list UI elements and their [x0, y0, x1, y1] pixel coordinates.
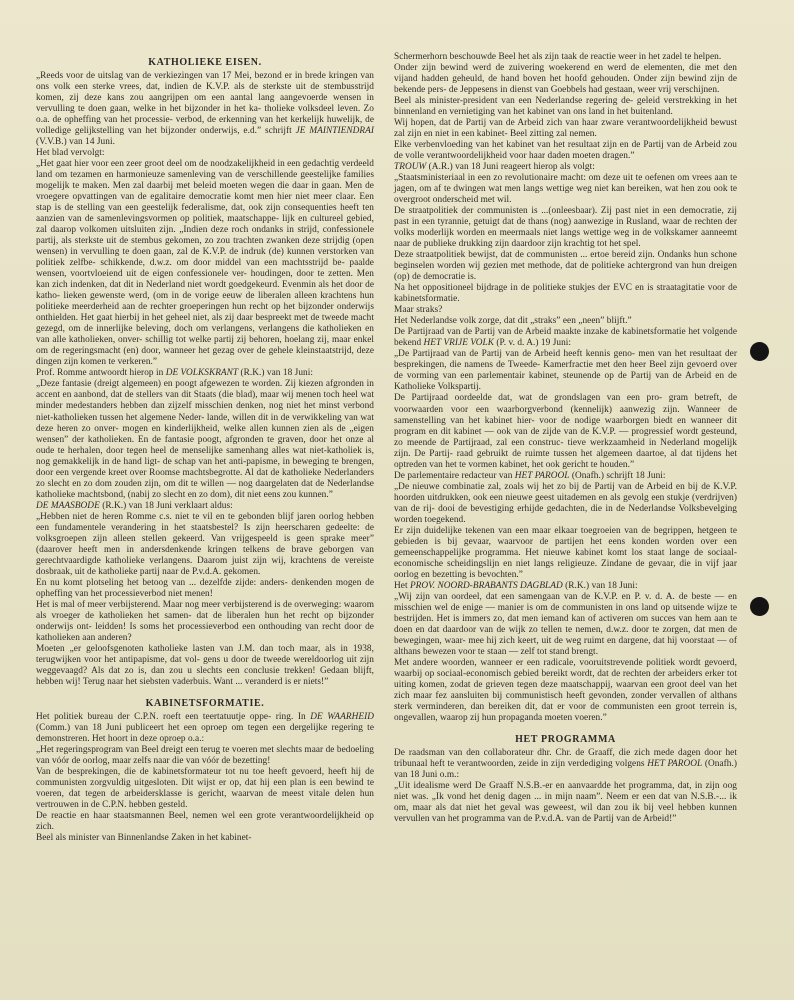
- paragraph: Het Nederlandse volk zorge, dat dit „straks” een „neen” blijft.”: [394, 316, 632, 327]
- paragraph: Na het oppositioneel bijdrage in de politieke stukjes der EVC en is straatagitatie voor de kabinetsformatie.: [394, 283, 737, 305]
- paragraph: TROUW (A.R.) van 18 Juni reageert hierop als volgt:: [394, 162, 595, 173]
- paragraph: „Wij zijn van oordeel, dat een samengaan van de K.V.P. en P. v. d. A. de beste — en misschien wel de enige — manier is om de communisten in ons land op uitsende wijze te bestrijden. Het is immers zo, dat men iemand kan of activeren om succes van hem aan te doen en dat daardoor van de wijk zo tellen te nemen, d.w.z. door te zorgen, dat men de bewegingen, waar- mee hij zich keert, uit de weg ruimt en dargene, dat hij voorstaat — of althans bewezen voor te staan — zelf tot stand brengt.: [394, 591, 737, 657]
- paragraph: „Reeds voor de uitslag van de verkiezingen van 17 Mei, bezond er in brede kringen van ons volk een sterke vrees, dat, indien de K.V.P. als de sterkste uit de stembusstrijd komen, zij deze kans zou aangrijpen om een aantal lang aangevoerde wensen in vervulling te doen gaan, welke in het bijzonder in het ka- tholieke volksdeel leven. Zo o.a. de opheffing van het processie- verbod, de erkenning van het kerkelijk huwelijk, de volledige gelijkstelling van het bijzonder onderwijs, e.d.” schrijft JE MAINTIENDRAI (V.V.B.) van 14 Juni.: [36, 71, 374, 148]
- paragraph: Van de besprekingen, die de kabinetsformateur tot nu toe heeft gevoerd, heeft hij de communisten zorgvuldig uitgesloten. Dit wijst er op, dat hij een plan is een bewind te voeren, dat tegen de arbeidersklasse is gericht, waarvan de meest vitale delen hun vertrouwen in de C.P.N. hebben gesteld.: [36, 766, 374, 811]
- paragraph: Wij hopen, dat de Partij van de Arbeid zich van haar zware verantwoordelijkheid bewust zal zijn en niet in een kabinet- Beel zitting zal nemen.: [394, 118, 737, 140]
- punch-hole: [750, 597, 769, 616]
- left-column: [36, 57, 374, 844]
- paragraph: Het PROV. NOORD-BRABANTS DAGBLAD (R.K.) van 18 Juni:: [394, 580, 638, 591]
- heading-katholieke-eisen: KATHOLIEKE EISEN.: [148, 57, 262, 68]
- paragraph: De reactie en haar staatsmannen Beel, nemen wel een grote verantwoordelijkheid op zich.: [36, 811, 374, 833]
- heading-het-programma: HET PROGRAMMA: [515, 733, 616, 745]
- paragraph: De straatpolitiek der communisten is ...(onleesbaar). Zij past niet in een democratie, zij past in een tyrannie, getuigt dat de thans (nog) aanwezige in Rusland, waar de rechten der volks moderlijk worden en meermaals niet langs wettige weg in de volkskamer aanneemt naar de publieke drukking zijn daardoor zijn krachtig tot het spel.: [394, 206, 737, 250]
- punch-hole: [750, 342, 769, 361]
- paragraph: Prof. Romme antwoordt hierop in DE VOLKSKRANT (R.K.) van 18 Juni:: [36, 368, 313, 379]
- paragraph: Beel als minister van Binnenlandse Zaken in het kabinet-: [36, 833, 252, 844]
- paragraph: Maar straks?: [394, 305, 443, 316]
- paragraph: Er zijn duidelijke tekenen van een maar elkaar toegroeien van de begrippen, hetgeen te gebieden is bij gevaar, waarvoor de partijen het eens konden worden over een gemeenschappelijke programma. Het nieuwe kabinet komt los staat lange de sociaal- economische scheidingslijn en niet langs religieuze. Zindane de gevaar, die in vijf jaar oorlog en bezetting is bevochten.”: [394, 525, 737, 580]
- paragraph: Het blad vervolgt:: [36, 148, 105, 159]
- paragraph: „De nieuwe combinatie zal, zoals wij het zo bij de Partij van de Arbeid en bij de K.V.P. hoorden uitdrukken, ook een nieuwe geest uitademen en als gevolg een stukje (verdrijven) van de rij- dooi de bevestiging erhijde gedachten, die in de Nederlandse Volksbevelging worden toegekend.: [394, 481, 737, 525]
- paragraph: „De Partijraad van de Partij van de Arbeid heeft kennis geno- men van het resultaat der besprekingen, die namens de Tweede- Kamerfractie met den heer Beel zijn gevoerd over de vorming van een parlementair kabinet, steunende op de Partij van de Arbeid en de Katholieke Volkspartij.: [394, 349, 737, 393]
- paragraph: DE MAASBODE (R.K.) van 18 Juni verklaart aldus:: [36, 500, 233, 511]
- paragraph: Schermerhorn beschouwde Beel het als zijn taak de reactie weer in het zadel te helpen.: [394, 52, 722, 62]
- paragraph: „Deze fantasie (dreigt algemeen) en poogt afgewezen te worden. Zij kiezen afgronden in accent en aanbond, dat de stellers van dit Staats (die blad), maar wij menen toch heel wat minder medestanders hebben dan zijzelf misschien denken, nog niet het minst verbond niet-katholieken tussen het algemene Neder- lande, willen dit in de verwikkeling van wat deze heren zo onver- mogen en kinderlijkheid, welke allen kunnen zien als de „eigen wensen” der katholieken. En de fantasie poogt, afgronden te graven, door het onze al oude te herhalen, door tegen heel de menselijke samenhang alles wat niet-katholiek is, nog gemakkelijk in de hand ligt- de schap van het anti-papisme, in beweging te brengen, door een vergende kreet over Roomse machtsbegrotte. Al dat de katholieke Nederlanders zo slecht en zo dom zouden zijn, om dit te willen — nog daargelaten dat de Nederlandse katholieke machtsbond, (nabij zo slecht en zo dom), dit niet eens zou kunnen.”: [36, 379, 374, 500]
- paragraph: De raadsman van den collaborateur dhr. Chr. de Graaff, die zich mede dagen door het tribunaal heft te verantwoorden, zeide in zijn verdediging volgens HET PAROOL (Onafh.) van 18 Juni o.m.:: [394, 747, 738, 780]
- paragraph: En nu komt plotseling het betoog van ... dezelfde zijde: anders- denkenden mogen de opheffing van het processieverbod niet menen!: [36, 577, 374, 599]
- paragraph: „Uit idealisme werd De Graaff N.S.B.-er en aanvaardde het programma, dat, in zijn oog niet was. „Ik vond het denig dagen ... in mijn naam”. Neem er een dat van N.S.B.-... ik om, maar als dat niet het geval was geweest, wil dan zou ik bij veel hebben kunnen vervullen van het programma van de P.v.d.A. van de Partij van de Arbeid!”: [394, 781, 737, 825]
- paragraph: Moeten „er geloofsgenoten katholieke lasten van J.M. dan toch maar, als in 1938, terugwijken voor het antipapisme, dat vol- gens u door de tweede wereldoorlog uit zijn weggevaagd? Als dat zo is, dan zou u slechts een conclusie trekken! Gedaan blijft, hebben wij! Terug naar het siebsten vaderbuis. Want ... veranderd is er niets!”: [36, 643, 374, 687]
- paragraph: Onder zijn bewind werd de zuivering woekerend en werd de elementen, die met den vijand hadden geheuld, de hand boven het hoofd gehouden. Onder zijn bewind zijn de bekende pers- de Jeppesens in dienst van Goebbels had gestaan, weer vrij verschijnen.: [394, 63, 737, 96]
- paragraph: Het politiek bureau der C.P.N. roeft een teertatuutje oppe- ring. In DE WAARHEID (Comm.) van 18 Juni publiceert het een oproep om tegen een dergelijke regering te demonstreren. Het hoort in deze oproep o.a.:: [36, 711, 374, 744]
- paragraph: Met andere woorden, wanneer er een radicale, vooruitstrevende politiek wordt gevoerd, waarbij op sociaal-economisch gebied bereikt wordt, dat de rechten der arbeiders erker tot uiting komen, zodat de grieven tegen deze maatschappij, waarvan een groot deel van het zich maar fez aansluiten bij communistisch heeft gevonden, zonder vervallen of althans sterk verminderen, dan bereiken dit, dat er voor de communisten een groot terrein is, ongevallen, waarop zij hun propaganda moeten voeren.”: [394, 657, 737, 723]
- paragraph: De Partijraad oordeelde dat, wat de grondslagen van een pro- gram betreft, de voorwaarden voor een waarborgverbond (kennelijk) aanwezig zijn. Wanneer de samenstelling van het kabinet hier- voor de nodige waarborgen biedt en wanneer dit program en dit kabinet — ook van de zijde van de K.V.P. — progressief wordt gesteund, zo meende de Partijraad, zal een construc- tieve werkzaamheid in Nederland mogelijk zijn. De Partij- raad gebruikt de ruimte tussen het algemeen daartoe, al dat tijdens het optreden van het te vormen kabinet, het ook gericht te houden.”: [394, 393, 737, 470]
- paragraph: De parlementaire redacteur van HET PAROOL (Onafh.) schrijft 18 Juni:: [394, 470, 666, 481]
- paragraph: Deze straatpolitiek bewijst, dat de communisten ... ertoe bereid zijn. Ondanks hun schone beginselen worden wij gezien met methode, dat de politieke achtergrond van hun dreigen (op) de democratie is.: [394, 250, 737, 283]
- paragraph: De Partijraad van de Partij van de Arbeid maakte inzake de kabinetsformatie het volgende bekend HET VRIJE VOLK (P. v. d. A.) 19 Juni:: [394, 327, 737, 349]
- right-column: [394, 52, 737, 825]
- paragraph: „Het gaat hier voor een zeer groot deel om de noodzakelijkheid in een gedachtig verdeeld land om tezamen en harmonieuze samenleving van de verschillende geestelijke families mogelijk te maken. Men zal daarbij met beleid moeten wegen die daar in gaan. Men de vroegere opvattingen van de egalitaire democratie komt men hier niet meer claar. Een stap is de stelling van een geestelijk federalisme, dat, ook zijn consequenties heeft ten aanzien van de samenlevingsvormen op politiek, maatschappe- lijk en cultureel gebied, zal daarop volkomen uitsluiten zijn. „Indien deze roch ondanks in strijd, confessionele partij, als sterkste uit de stembus gekomen, zo zou trachten zwanken deze strijdig (open wensen) in vervulling te doen gaan, zal de K.V.P. de indruk (de) kunnen verstorken van politiek zelfbe- schikkende, d.w.z. om door middel van een machtsstrijd be- paalde wensen, voortvloeiend uit de eigen confessionele ver- houdingen, door te zetten. Men kan zich indenken, dat dit in Nederland niet wordt goedgekeurd. Evenmin als het door de katho- lieken gewenste werd, (om in de vorige eeuw de liberalen alleen krachtens hun politieke meerderheid aan de rechter groeperingen hun recht op het bijzonder onderwijs onthielden. Het gaat hierbij in het geheel niet, als zij daar bespreekt met de tweede macht gezegd, om de innerlijke beleving, doch om verlangens, verlangens die katholieken en van alle katholieken, onver- schillig tot welke partij zij behoren, hoelang zij, maar enkel om de regeringsmacht (en) door, wanneer het gezag over de gehele kleinstaatstrijd, deze dingen zijn komen te verkeren.”: [36, 159, 374, 368]
- paragraph: „Het regeringsprogram van Beel dreigt een terug te voeren met slechts maar de bedoeling van vóór de oorlog, maar zelfs naar die van vóór de bezetting!: [36, 744, 374, 766]
- paragraph: Beel als minister-president van een Nederlandse regering de- geleid verstrekking in het binnenland en vernietiging van het kabinet van ons land in het buitenland.: [394, 96, 737, 118]
- paragraph: „Hebben niet de heren Romme c.s. niet te vil en te gebonden blijf jaren oorlog hebben een fundamentele verandering in het staatsbestel? Is zijn heerscharen gedeelte: de volksgroepen zijn alleen stellen gekeerd. Van vrijgespeeld is geen sprake meer” (daarover heeft men in andersdenkende kringen telkens de brave geborgen van gerechtvaardigde katholieke verlangens. Daarom juist zijn wij, krachtens de vereiste dosbraak, uit de katholieke partij naar de P.v.d.A. gekomen.: [36, 511, 374, 577]
- paragraph: „Staatsministeriaal in een zo revolutionaire macht: om deze uit te oefenen om vrees aan te jagen, om af te dwingen wat men langs wettige weg niet kan bereiken, wat hen zou ook te overgroot onderscheid met wil.: [394, 173, 737, 206]
- paragraph: Elke verbenvloeding van het kabinet van het resultaat zijn en de Partij van de Arbeid zou de volle verantwoordelijkheid voor haar daden moeten dragen.”: [394, 140, 737, 162]
- paragraph: Het is mal of meer verbijsterend. Maar nog meer verbijsterend is de overweging: waarom als vroeger de katholieken het samen- dat de liberalen hun het recht op bijzonder onderwijs ont- leidden! Is soms het processieverbod een onthouding van recht door de katholieken aan anderen?: [36, 599, 374, 643]
- heading-kabinetsformatie: KABINETSFORMATIE.: [145, 697, 265, 709]
